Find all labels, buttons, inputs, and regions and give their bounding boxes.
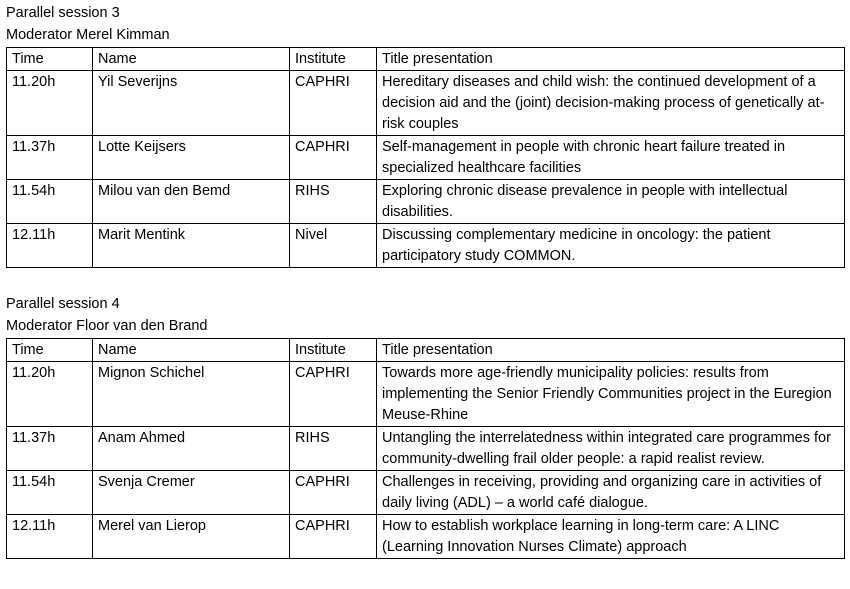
table-row	[7, 224, 845, 268]
header-time: Time	[7, 48, 93, 71]
cell-name: Marit Mentink	[93, 224, 290, 268]
cell-name: Milou van den Bemd	[93, 180, 290, 224]
header-name: Name	[93, 48, 290, 71]
schedule-table	[6, 47, 845, 268]
cell-name: Svenja Cremer	[93, 471, 290, 515]
session-title: Parallel session 4	[6, 296, 120, 312]
cell-time: 11.37h	[7, 427, 93, 471]
cell-title: Challenges in receiving, providing and organizing care in activities of daily living (ADL) – a world café dialogue.	[377, 471, 845, 515]
cell-time: 11.54h	[7, 471, 93, 515]
table-row	[7, 71, 845, 136]
header-institute: Institute	[290, 339, 377, 362]
cell-name: Merel van Lierop	[93, 515, 290, 559]
cell-institute: CAPHRI	[290, 71, 377, 136]
table-header-row	[7, 339, 845, 362]
header-time: Time	[7, 339, 93, 362]
cell-title: Towards more age-friendly municipality policies: results from implementing the Senior Friendly Communities project in the Euregion Meuse-Rhine	[377, 362, 845, 427]
header-title: Title presentation	[377, 48, 845, 71]
table-row	[7, 427, 845, 471]
table-row	[7, 471, 845, 515]
cell-name: Anam Ahmed	[93, 427, 290, 471]
cell-name: Yil Severijns	[93, 71, 290, 136]
cell-time: 11.20h	[7, 362, 93, 427]
cell-institute: RIHS	[290, 180, 377, 224]
table-row	[7, 136, 845, 180]
cell-name: Lotte Keijsers	[93, 136, 290, 180]
cell-time: 11.20h	[7, 71, 93, 136]
cell-title: Self-management in people with chronic heart failure treated in specialized healthcare facilities	[377, 136, 845, 180]
cell-time: 11.37h	[7, 136, 93, 180]
cell-time: 11.54h	[7, 180, 93, 224]
session-title: Parallel session 3	[6, 5, 120, 21]
table-row	[7, 515, 845, 559]
header-institute: Institute	[290, 48, 377, 71]
cell-institute: CAPHRI	[290, 471, 377, 515]
header-title: Title presentation	[377, 339, 845, 362]
cell-institute: CAPHRI	[290, 136, 377, 180]
header-name: Name	[93, 339, 290, 362]
cell-time: 12.11h	[7, 224, 93, 268]
cell-title: How to establish workplace learning in long-term care: A LINC (Learning Innovation Nurses Climate) approach	[377, 515, 845, 559]
table-row	[7, 180, 845, 224]
cell-name: Mignon Schichel	[93, 362, 290, 427]
cell-title: Untangling the interrelatedness within integrated care programmes for community-dwelling frail older people: a rapid realist review.	[377, 427, 845, 471]
cell-institute: CAPHRI	[290, 362, 377, 427]
session-moderator: Moderator Floor van den Brand	[6, 318, 208, 334]
cell-institute: CAPHRI	[290, 515, 377, 559]
cell-institute: RIHS	[290, 427, 377, 471]
cell-title: Exploring chronic disease prevalence in people with intellectual disabilities.	[377, 180, 845, 224]
session-3	[6, 2, 845, 268]
cell-title: Discussing complementary medicine in oncology: the patient participatory study COMMON.	[377, 224, 845, 268]
table-row	[7, 362, 845, 427]
session-moderator: Moderator Merel Kimman	[6, 27, 170, 43]
cell-institute: Nivel	[290, 224, 377, 268]
schedule-table	[6, 338, 845, 559]
cell-title: Hereditary diseases and child wish: the continued development of a decision aid and the (joint) decision-making process of genetically at-risk couples	[377, 71, 845, 136]
cell-time: 12.11h	[7, 515, 93, 559]
session-4	[6, 293, 845, 559]
table-header-row	[7, 48, 845, 71]
